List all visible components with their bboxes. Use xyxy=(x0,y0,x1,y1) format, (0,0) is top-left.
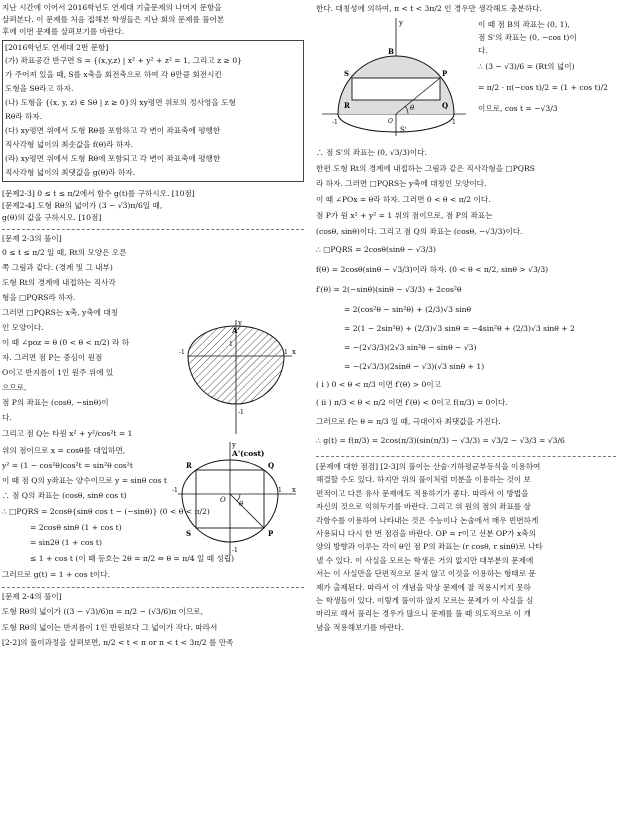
fig3-theta-label: θ xyxy=(410,104,415,112)
intro-line: 살펴본다. 이 문제를 처음 접해본 학생들은 지난 회의 문제를 풀어본 xyxy=(2,15,225,24)
fig1-a-label: A' xyxy=(232,326,240,335)
comment-line: 마리로 해서 풀리는 경우가 많으니 문제를 풀 때 의도적으로 이 개 xyxy=(316,609,531,619)
right-line: = 2(cos²θ − sin²θ) + (2/3)√3 sinθ xyxy=(344,305,472,314)
fig3-s-label: S xyxy=(344,69,350,78)
right-line: f′(θ) = 2(−sinθ)(sinθ − √3/3) + 2cos²θ xyxy=(316,285,462,294)
fig2-q-label: Q xyxy=(268,461,275,470)
problem-line: Rθ라 하자. xyxy=(5,112,43,121)
solution-line: y² = (1 − cos²θ)cos²t = sin²θ cos²t xyxy=(2,461,133,470)
fig2-a-label: A'(cost) xyxy=(232,449,265,458)
solution-line: 위의 점이므로 x = cosθ를 대입하면, xyxy=(2,446,126,455)
right-line: 이 때 ∠POx = θ라 하자. 그러면 0 < θ < π/2 이다. xyxy=(316,195,491,204)
problem-line: (나) 도형을 {(x, y, z) ∈ Sθ | z ≥ 0}의 xy평면 위로의 정사영을 도형 xyxy=(5,98,236,107)
divider xyxy=(316,456,616,457)
side-text xyxy=(478,18,608,119)
intro-line: 지난 시간에 이어서 2016학년도 연세대 기출문제의 나머지 문항을 xyxy=(2,3,222,12)
comment-line: 낼 수 있다. 이 사실을 모르는 학생은 거의 없지만 대부분의 문제에 xyxy=(316,555,534,565)
fig2-neg-one-y: -1 xyxy=(232,547,238,554)
fig3-q-label: Q xyxy=(442,101,449,110)
right-line: 한편 도형 Rt의 경계에 내접하는 그림과 같은 직사각형을 □PQRS xyxy=(316,164,535,173)
right-line: = 2(1 − 2sin²θ) + (2/3)√3 sinθ = −4sin²θ + (2/3)√3 sinθ + 2 xyxy=(344,324,575,333)
solution-line: 0 ≤ t ≤ π/2 일 때, Rt의 모양은 오른 xyxy=(2,248,127,257)
right-line: 점 P가 원 x² + y² = 1 위의 점이므로, 점 P의 좌표는 xyxy=(316,211,493,220)
fig3-one: 1 xyxy=(452,119,456,126)
solution-line: 점 P의 좌표는 (cosθ, −sinθ)이 xyxy=(2,398,109,407)
fig1-one-y: 1 xyxy=(229,341,233,348)
comment-line: 사용되니 다시 한 번 점검을 바란다. OP = r이고 선분 OP가 x축의 xyxy=(316,529,536,539)
comment-line: 각함수를 이용하여 나타내는 것은 수능이나 논술에서 매우 빈번하게 xyxy=(316,515,539,525)
problem-line: 직사각형 넓이의 최솟값을 f(θ)라 하자. xyxy=(5,140,134,149)
solution-line: 으므로, xyxy=(2,383,27,392)
solution-line: 이 때 ∠poz = θ (0 < θ < π/2) 라 하 xyxy=(2,338,130,347)
solution-line: 다. xyxy=(2,413,12,422)
comment-line: 제가 출제된다. 따라서 이 개념을 막상 문제에 잘 적용시키지 못하 xyxy=(316,582,531,592)
solution-line: 그러면 □PQRS는 x축, y축에 대칭 xyxy=(2,308,119,317)
figure-rectangle-pqrs xyxy=(172,440,300,558)
right-top-line: 한다. 대칭성에 의하여, π < t < 3π/2 인 경우만 생각해도 충분하다. xyxy=(316,4,542,13)
solution-title: [문제 2-3의 풀이] xyxy=(2,234,62,243)
fig3-p-label: P xyxy=(442,69,448,78)
left-column xyxy=(2,2,304,650)
right-line: = −(2√3/3)(2√3 sin²θ − sinθ − √3) xyxy=(344,343,477,352)
right-column xyxy=(316,2,616,634)
comment-line: 는 학생들이 있다. 이렇게 풀이하 않지 모르는 문제가 이 사실을 심 xyxy=(316,596,534,606)
comment-line: 념을 적용해보기를 바란다. xyxy=(316,622,404,632)
solution-line: O이고 반지름이 1인 원주 위에 있 xyxy=(2,368,114,377)
fig3-b-label: B xyxy=(388,47,394,56)
fig2-x-label: x xyxy=(292,486,296,494)
intro-line: 후에 이번 문제를 살펴보기를 바란다. xyxy=(2,27,125,36)
solution-title: [문제 2-4의 풀이] xyxy=(2,592,62,601)
right-line: ( i ) 0 < θ < π/3 이면 f′(θ) > 0이고 xyxy=(316,380,441,389)
solution-line: = 2cosθ sinθ (1 + cos t) xyxy=(30,523,122,532)
problem-title: [2016학년도 연세대 2번 문항] xyxy=(5,43,109,52)
fig3-r-label: R xyxy=(344,101,350,110)
figure-region-rt xyxy=(180,316,298,438)
divider xyxy=(2,229,304,230)
right-line: ∴ □PQRS = 2cosθ(sinθ − √3/3) xyxy=(316,245,436,254)
side-line: ∴ (3 − √3)/6 = (Rt의 넓이) xyxy=(478,62,575,71)
right-line: ∴ 점 S'의 좌표는 (0, √3/3)이다. xyxy=(316,148,427,157)
fig3-neg-one: -1 xyxy=(332,119,338,126)
fig2-y-label: y xyxy=(232,441,236,449)
fig3-o-label: O xyxy=(388,118,393,125)
solution-line: ∴ □PQRS = 2cosθ{sinθ cos t − (−sinθ)} (0 < θ < π/2) xyxy=(2,507,210,516)
right-line: 그러므로 f는 θ = π/3 일 때, 극대이자 최댓값을 가진다. xyxy=(316,417,501,426)
fig2-neg-one-x: -1 xyxy=(172,487,178,494)
fig2-s-label: S xyxy=(186,529,192,538)
solution-line: 인 모양이다. xyxy=(2,323,44,332)
divider xyxy=(2,587,304,588)
right-line: = −(2√3/3)(2sinθ − √3)(√3 sinθ + 1) xyxy=(344,362,485,371)
solution-line: 이 때 점 Q의 y좌표는 양수이므로 y = sinθ cos t xyxy=(2,476,167,485)
comment-line: 자신의 것으로 익혀두기를 바란다. 그리고 위 원의 점의 좌표를 삼 xyxy=(316,502,531,512)
problem-line: 도형을 Sθ라고 하자. xyxy=(5,84,74,93)
fig1-neg-one-y: -1 xyxy=(238,409,244,416)
comment-line: 편적이고 다른 유사 문제에도 적용하기가 좋다. 따라서 이 방법을 xyxy=(316,488,529,498)
solution-line: = sin2θ (1 + cos t) xyxy=(30,538,102,547)
question-line: [문제2-4] 도형 Rθ의 넓이가 (3 − √3)π/6일 때, xyxy=(2,201,163,210)
problem-line: (다) xy평면 위에서 도형 Rθ를 포함하고 각 변이 좌표축에 평행한 xyxy=(5,126,221,135)
side-line: 이 때 점 B의 좌표는 (0, 1), xyxy=(478,20,570,29)
fig1-neg-one-x: -1 xyxy=(179,349,185,356)
fig1-y-label: y xyxy=(238,319,242,327)
solution-line: 도형 Rθ의 넓이는 반지름이 1인 반원보다 그 넓이가 작다. 따라서 xyxy=(2,623,218,632)
solution-line: 도형 Rt의 경계에 내접하는 직사각 xyxy=(2,278,116,287)
comment-line: 서는 이 사실만을 단편적으로 묻지 않고 이것을 이용하는 형태로 문 xyxy=(316,569,536,579)
solution-line: 자. 그러면 점 P는 중심이 원점 xyxy=(2,353,103,362)
solution-line: 도형 Rθ의 넓이가 ((3 − √3)/6)π = π/2 − (√3/6)π 이므로, xyxy=(2,607,204,616)
solution-line: 그러므로 g(t) = 1 + cos t이다. xyxy=(2,570,111,579)
problem-line: 가 주어져 있을 때, S를 x축을 회전축으로 하여 각 θ만큼 회전시킨 xyxy=(5,70,222,79)
comment-line: [문제에 대한 점검] [2-3]의 풀이는 산술·기하평균부등식을 이용하여 xyxy=(316,462,541,471)
fig1-x-label: x xyxy=(292,348,296,356)
fig3-y-label: y xyxy=(399,19,403,27)
solution-line: 그리고 점 Q는 타원 x² + y²/cos²t = 1 xyxy=(2,429,133,438)
right-line: 라 하자. 그러면 □PQRS는 y축에 대칭인 모양이다. xyxy=(316,179,487,188)
problem-line: 직사각형 넓이의 최댓값을 g(θ)라 하자. xyxy=(5,168,136,177)
solution-line: 형을 □PQRS라 하자. xyxy=(2,293,76,302)
right-line: (cosθ, sinθ)이다. 그리고 점 Q의 좌표는 (cosθ, −√3/3)이다. xyxy=(316,227,523,236)
side-line: 이므로, cos t = −√3/3 xyxy=(478,104,558,113)
side-line: = π/2 · π(−cos t)/2 = (1 + cos t)/2 xyxy=(478,83,608,92)
solution-line: 쪽 그림과 같다. (경계 및 그 내부) xyxy=(2,263,113,272)
right-line: ∴ g(t) = f(π/3) = 2cos(π/3)(sin(π/3) − √3/3) = √3/2 − √3/3 = √3/6 xyxy=(316,436,565,445)
fig2-one-x: 1 xyxy=(278,487,282,494)
problem-line: (라) xy평면 위에서 도형 Rθ에 포함되고 각 변이 좌표축에 평행한 xyxy=(5,154,221,163)
figure-semicircle-pqrs xyxy=(316,16,472,142)
side-line: 점 S'의 좌표는 (0, −cos t)이 xyxy=(478,33,577,42)
fig1-one-x: 1 xyxy=(284,349,288,356)
comment-line: 양의 방향과 이루는 각이 θ인 점 P의 좌표는 (r cosθ, r sinθ)로 나타 xyxy=(316,542,543,552)
problem-line: (가) 좌표공간 반구면 S = {(x,y,z) | x² + y² + z² = 1, 그리고 z ≥ 0} xyxy=(5,56,242,65)
solution-line: ∴ 점 Q의 좌표는 (cosθ, sinθ cos t) xyxy=(2,491,127,500)
fig2-theta-label: θ xyxy=(239,500,244,508)
comment-line: 해결할 수도 있다. 하지만 위의 풀이처럼 미분을 이용하는 것이 보 xyxy=(316,475,531,485)
solution-line: [2-2]의 풀이과정을 살펴보면, π/2 < t < π or π < t < 3π/2 를 만족 xyxy=(2,638,234,647)
solution-line: ≤ 1 + cos t (이 때 등호는 2θ = π/2 ⇔ θ = π/4 일 때 성립) xyxy=(30,554,235,563)
right-line: ( ii ) π/3 < θ < π/2 이면 f′(θ) < 0이고 f(π/3) = 0이다. xyxy=(316,398,508,407)
fig2-o-label: O xyxy=(220,496,226,504)
side-line: 다. xyxy=(478,46,488,55)
right-line: f(θ) = 2cosθ(sinθ − √3/3)이라 하자. (0 < θ < π/2, sinθ > √3/3) xyxy=(316,265,549,274)
question-line: g(θ)의 값을 구하시오. [10점] xyxy=(2,213,102,222)
fig2-p-label: P xyxy=(268,529,274,538)
problem-box xyxy=(2,40,304,182)
fig3-s-prime-label: S' xyxy=(400,126,407,134)
question-line: [문제2-3] 0 ≤ t ≤ π/2에서 함수 g(t)를 구하시오. [10점] xyxy=(2,189,195,198)
fig2-r-label: R xyxy=(186,461,192,470)
figure-row xyxy=(316,16,616,144)
